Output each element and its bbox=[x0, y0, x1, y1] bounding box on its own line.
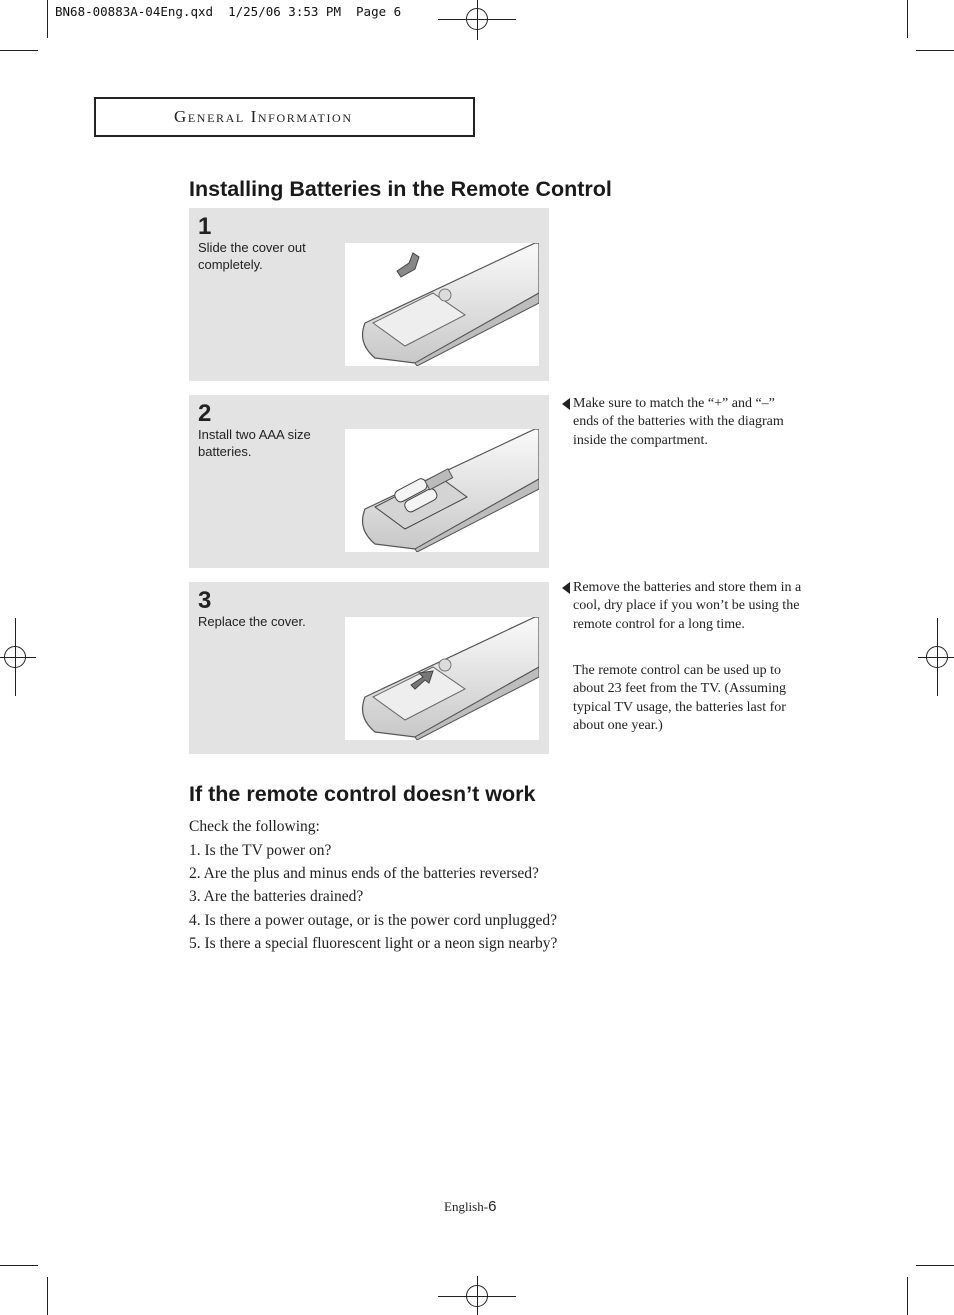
section-title: General Information bbox=[174, 107, 353, 126]
remote-batteries-illustration bbox=[345, 429, 539, 552]
crop-mark bbox=[907, 1277, 908, 1315]
footer-language: English- bbox=[444, 1199, 489, 1214]
step-text: Slide the cover out completely. bbox=[198, 240, 306, 272]
check-item: 5. Is there a special fluorescent light or a neon sign nearby? bbox=[189, 935, 558, 952]
step-number: 2 bbox=[198, 400, 212, 427]
remote-cover-open-illustration bbox=[345, 243, 539, 366]
note-bullet-icon bbox=[562, 398, 570, 410]
check-intro: Check the following: bbox=[189, 818, 320, 835]
step-3-panel bbox=[189, 582, 549, 754]
troubleshoot-heading: If the remote control doesn’t work bbox=[189, 782, 536, 806]
check-item: 3. Are the batteries drained? bbox=[189, 888, 364, 905]
step-2-panel bbox=[189, 395, 549, 568]
section-header bbox=[94, 97, 475, 137]
check-item: 1. Is the TV power on? bbox=[189, 842, 332, 859]
remote-cover-closed-illustration bbox=[345, 617, 539, 740]
step-text: Install two AAA size batteries. bbox=[198, 427, 311, 459]
check-item: 2. Are the plus and minus ends of the batteries reversed? bbox=[189, 865, 539, 882]
range-note: The remote control can be used up to about 23 feet from the TV. (Assuming typical TV usage, the batteries last for about one year.) bbox=[573, 663, 786, 733]
step-number: 3 bbox=[198, 587, 212, 614]
crop-mark bbox=[0, 1265, 38, 1266]
step-number: 1 bbox=[198, 213, 212, 240]
storage-note: Remove the batteries and store them in a cool, dry place if you won’t be using the remote control for a long time. bbox=[573, 580, 802, 632]
install-heading: Installing Batteries in the Remote Control bbox=[189, 177, 612, 201]
crop-mark bbox=[47, 0, 48, 38]
step-text: Replace the cover. bbox=[198, 614, 306, 629]
polarity-note: Make sure to match the “+” and “–” ends of the batteries with the diagram inside the compartment. bbox=[573, 396, 784, 448]
page-footer bbox=[444, 1198, 496, 1215]
file-slug: BN68-00883A-04Eng.qxd 1/25/06 3:53 PM Page 6 bbox=[55, 4, 402, 19]
crop-mark bbox=[916, 50, 954, 51]
check-item: 4. Is there a power outage, or is the power cord unplugged? bbox=[189, 912, 558, 929]
crop-mark bbox=[916, 1265, 954, 1266]
crop-mark bbox=[0, 50, 38, 51]
note-bullet-icon bbox=[562, 582, 570, 594]
crop-mark bbox=[47, 1277, 48, 1315]
page-number: 6 bbox=[488, 1198, 497, 1215]
crop-mark bbox=[907, 0, 908, 38]
step-1-panel bbox=[189, 208, 549, 381]
